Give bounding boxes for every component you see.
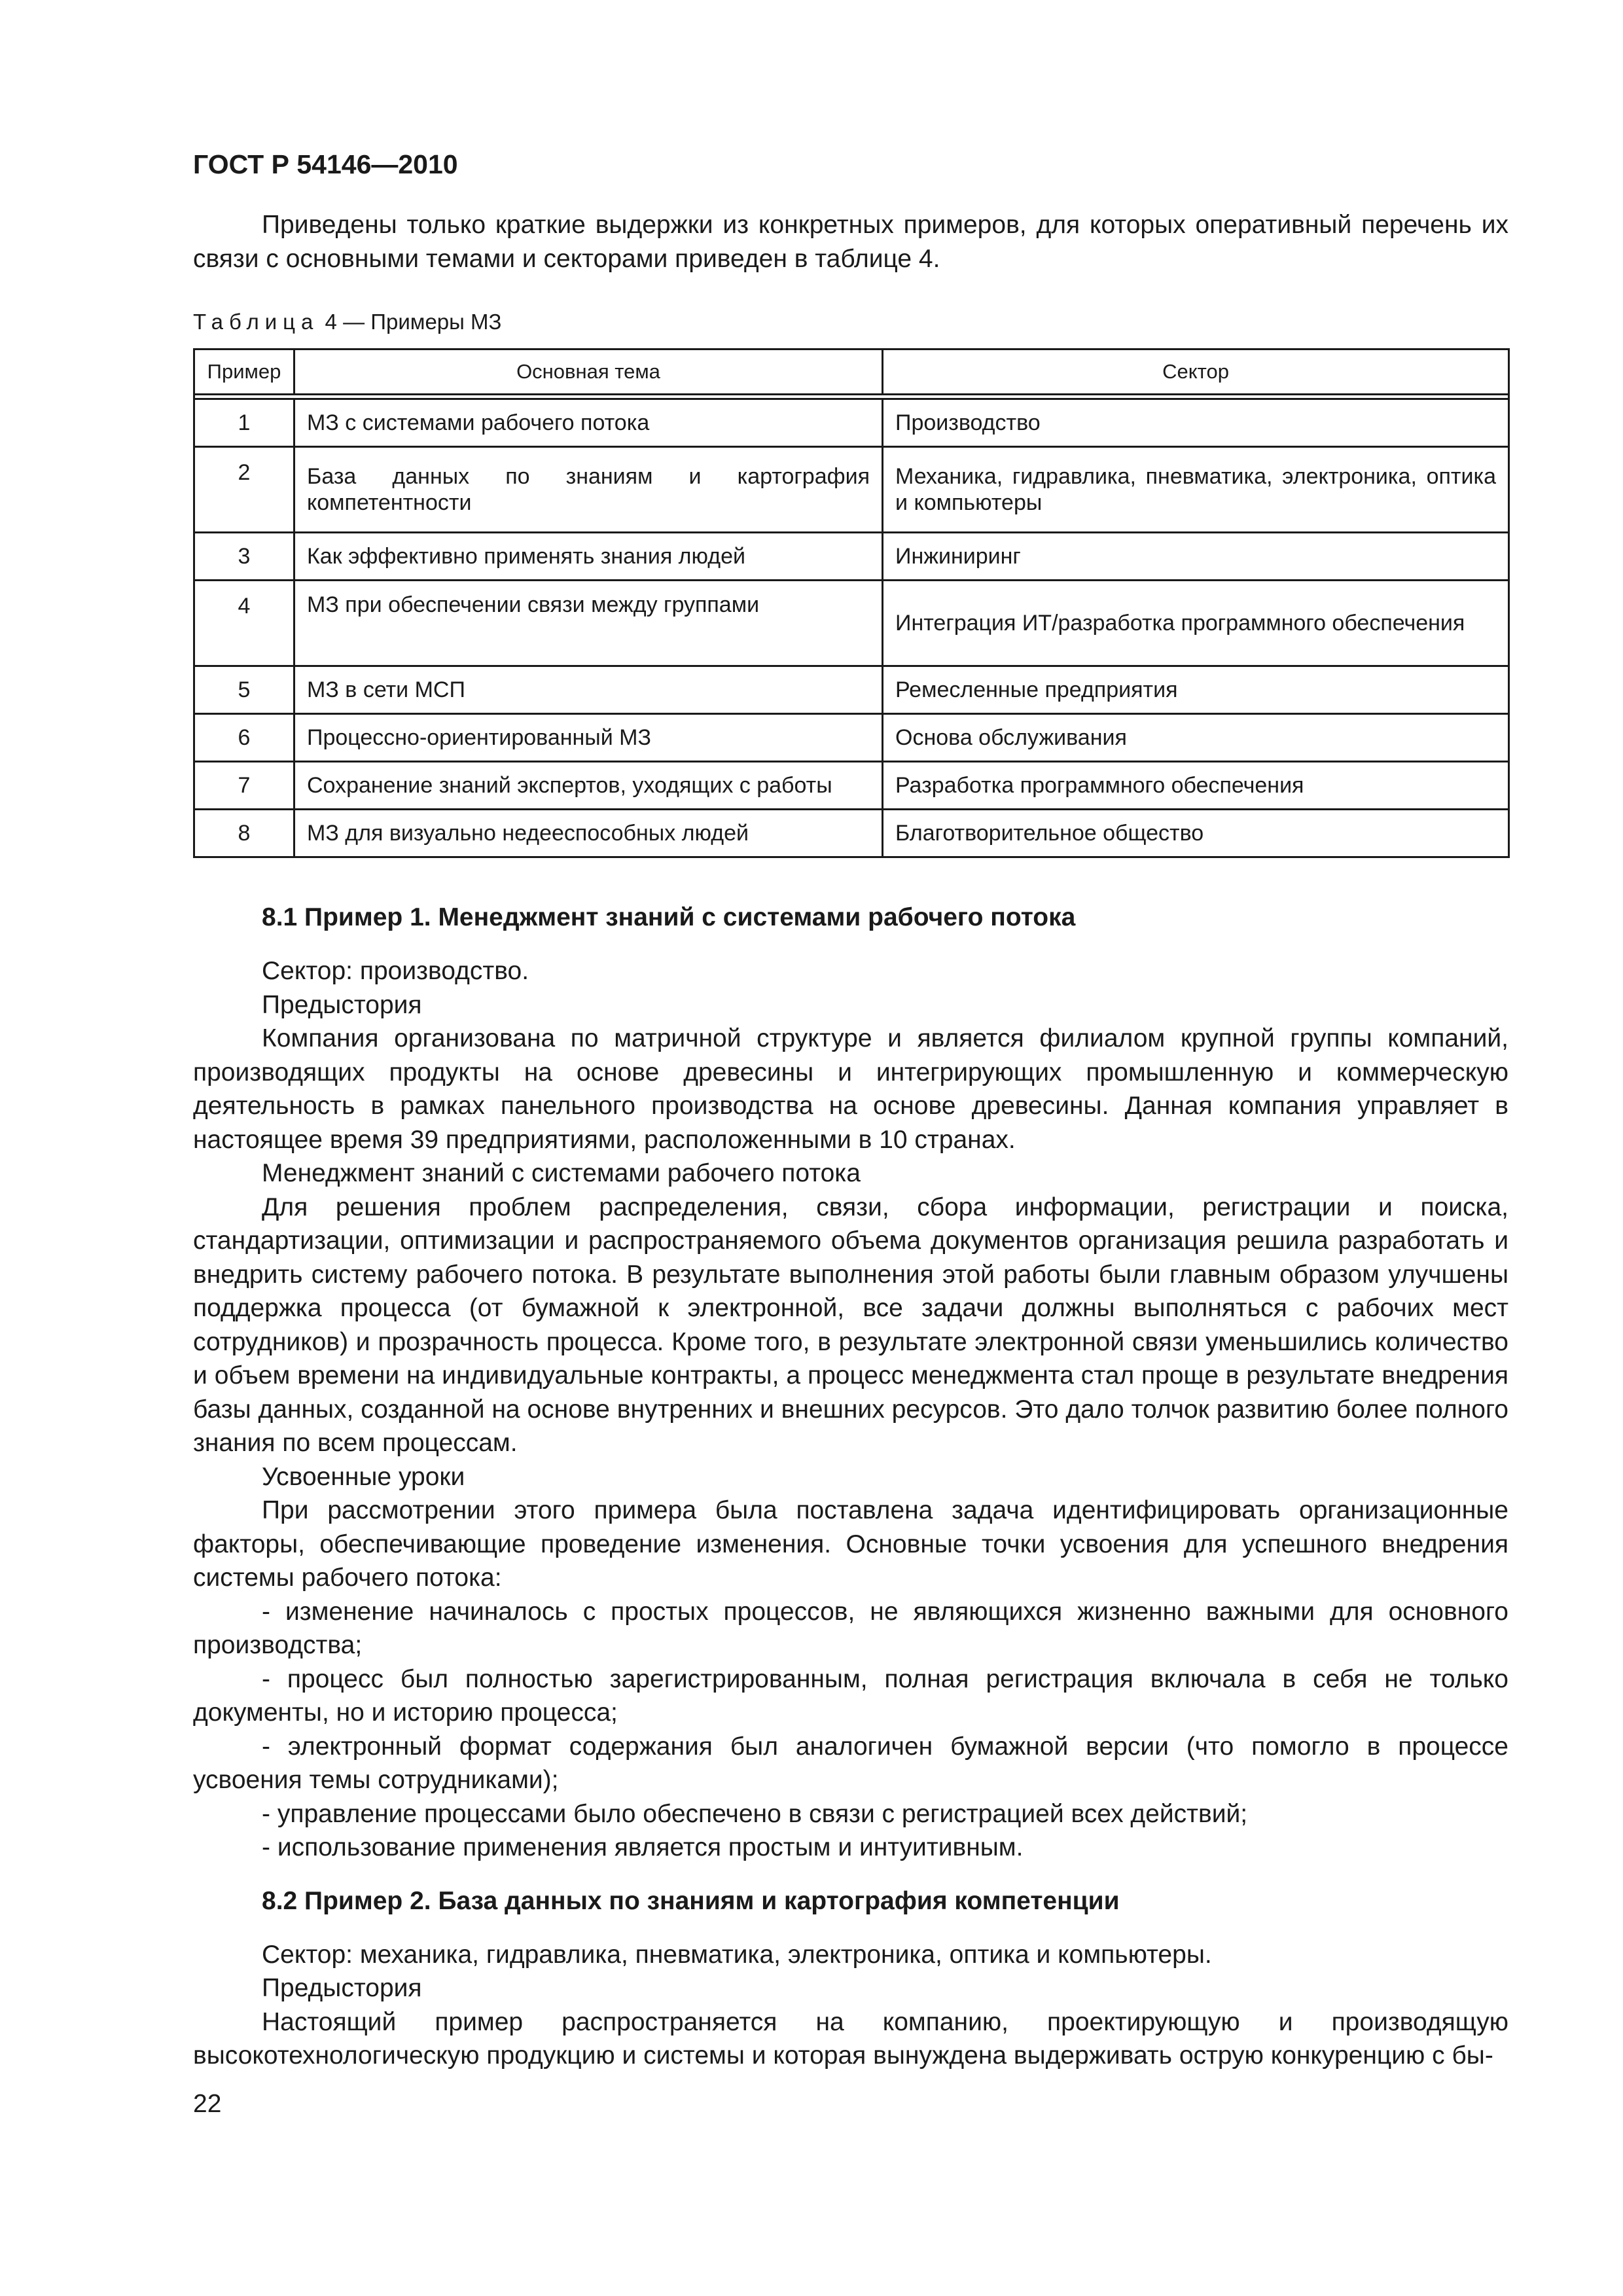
section2-background-text: Настоящий пример распространяется на компанию, проектирующую и производящую высокотехнологическую продукцию и системы и которая вынуждена выдерживать острую конкуренцию с бы- xyxy=(193,2007,1508,2070)
table-row xyxy=(194,714,1509,762)
table-cell-theme: МЗ с системами рабочего потока xyxy=(294,399,883,447)
page-number: 22 xyxy=(193,2090,222,2118)
table-cell-theme: Процессно-ориентированный МЗ xyxy=(294,714,883,762)
table-header-separator xyxy=(194,395,1509,399)
table-cell-num: 4 xyxy=(194,581,294,666)
examples-table xyxy=(193,348,1510,858)
table-header-theme: Основная тема xyxy=(294,350,883,395)
table-cell-theme: МЗ в сети МСП xyxy=(294,666,883,714)
table-cell-sector: Инжиниринг xyxy=(883,533,1509,581)
table-cell-num: 8 xyxy=(194,810,294,857)
table-header-example: Пример xyxy=(194,350,294,395)
table-cell-num: 3 xyxy=(194,533,294,581)
table-cell-sector: Интеграция ИТ/разработка программного обеспечения xyxy=(883,581,1509,666)
intro-paragraph: Приведены только краткие выдержки из конкретных примеров, для которых оперативный перечень их связи с основными темами и секторами приведен в таблице 4. xyxy=(193,211,1508,273)
list-item: - использование применения является простым и интуитивным. xyxy=(262,1833,1024,1861)
table-cell-sector: Разработка программного обеспечения xyxy=(883,762,1509,810)
table-row xyxy=(194,666,1509,714)
table-cell-sector: Ремесленные предприятия xyxy=(883,666,1509,714)
list-item: - процесс был полностью зарегистрированным, полная регистрация включала в себя не только документы, но и историю процесса; xyxy=(193,1664,1508,1727)
table-cell-theme: МЗ для визуально недееспособных людей xyxy=(294,810,883,857)
section2-sector: Сектор: механика, гидравлика, пневматика, электроника, оптика и компьютеры. xyxy=(262,1940,1212,1969)
table-caption xyxy=(193,308,501,336)
table-cell-num: 7 xyxy=(194,762,294,810)
table-row xyxy=(194,399,1509,447)
table-row xyxy=(194,581,1509,666)
list-item: - управление процессами было обеспечено в связи с регистрацией всех действий; xyxy=(262,1799,1248,1828)
list-item: - электронный формат содержания был аналогичен бумажной версии (что помогло в процессе усвоения темы сотрудниками); xyxy=(193,1732,1508,1794)
table-cell-theme: МЗ при обеспечении связи между группами xyxy=(294,581,883,666)
table-cell-num: 6 xyxy=(194,714,294,762)
section1-lessons-label: Усвоенные уроки xyxy=(262,1462,465,1491)
table-cell-theme: База данных по знаниям и картография компетентности xyxy=(294,447,883,533)
section1-lessons-text: При рассмотрении этого примера была поставлена задача идентифицировать организационные факторы, обеспечивающие проведение изменения. Основные точки усвоения для успешного внедрения системы рабочего потока: xyxy=(193,1496,1508,1592)
section1-km-label: Менеджмент знаний с системами рабочего потока xyxy=(262,1159,861,1187)
section1-background-text: Компания организована по матричной структуре и является филиалом крупной группы компаний, производящих продукты на основе древесины и интегрирующих промышленную и коммерческую деятельность в рамках панельного производства на основе древесины. Данная компания управляет в настоящее время 39 предприятиями, расположенными в 10 странах. xyxy=(193,1024,1508,1154)
document-page xyxy=(193,0,1508,2296)
table-cell-sector: Основа обслуживания xyxy=(883,714,1509,762)
table-cell-num: 2 xyxy=(194,447,294,533)
table-cell-sector: Благотворительное общество xyxy=(883,810,1509,857)
table-cell-num: 1 xyxy=(194,399,294,447)
table-cell-sector: Производство xyxy=(883,399,1509,447)
table-caption-label: Таблица xyxy=(193,310,319,334)
table-header-sector: Сектор xyxy=(883,350,1509,395)
section1-km-text: Для решения проблем распределения, связи, сбора информации, регистрации и поиска, стандартизации, оптимизации и распространяемого объема документов организация решила разработать и внедрить систему рабочего потока. В результате выполнения этой работы были главным образом улучшены поддержка процесса (от бумажной к электронной, все задачи должны выполняться с рабочих мест сотрудников) и прозрачность процесса. Кроме того, в результате электронной связи уменьшились количество и объем времени на индивидуальные контракты, а процесс менеджмента стал проще в результате внедрения базы данных, созданной на основе внутренних и внешних ресурсов. Это дало толчок развитию более полного знания по всем процессам. xyxy=(193,1193,1508,1457)
table-row xyxy=(194,533,1509,581)
list-item: - изменение начиналось с простых процессов, не являющихся жизненно важными для основного производства; xyxy=(193,1597,1508,1659)
table-caption-title: 4 — Примеры МЗ xyxy=(319,310,502,334)
table-row xyxy=(194,447,1509,533)
section1-background-label: Предыстория xyxy=(262,990,422,1019)
table-cell-theme: Как эффективно применять знания людей xyxy=(294,533,883,581)
table-cell-sector: Механика, гидравлика, пневматика, электроника, оптика и компьютеры xyxy=(883,447,1509,533)
table-cell-theme: Сохранение знаний экспертов, уходящих с работы xyxy=(294,762,883,810)
table-row xyxy=(194,810,1509,857)
table-row xyxy=(194,762,1509,810)
main-text xyxy=(193,901,1508,2073)
table-cell-num: 5 xyxy=(194,666,294,714)
section-heading-8-1: 8.1 Пример 1. Менеджмент знаний с системами рабочего потока xyxy=(262,903,1076,931)
section1-sector: Сектор: производство. xyxy=(262,957,529,985)
section2-background-label: Предыстория xyxy=(262,1974,422,2002)
document-header: ГОСТ Р 54146—2010 xyxy=(193,149,458,179)
section-heading-8-2: 8.2 Пример 2. База данных по знаниям и картография компетенции xyxy=(262,1886,1120,1915)
